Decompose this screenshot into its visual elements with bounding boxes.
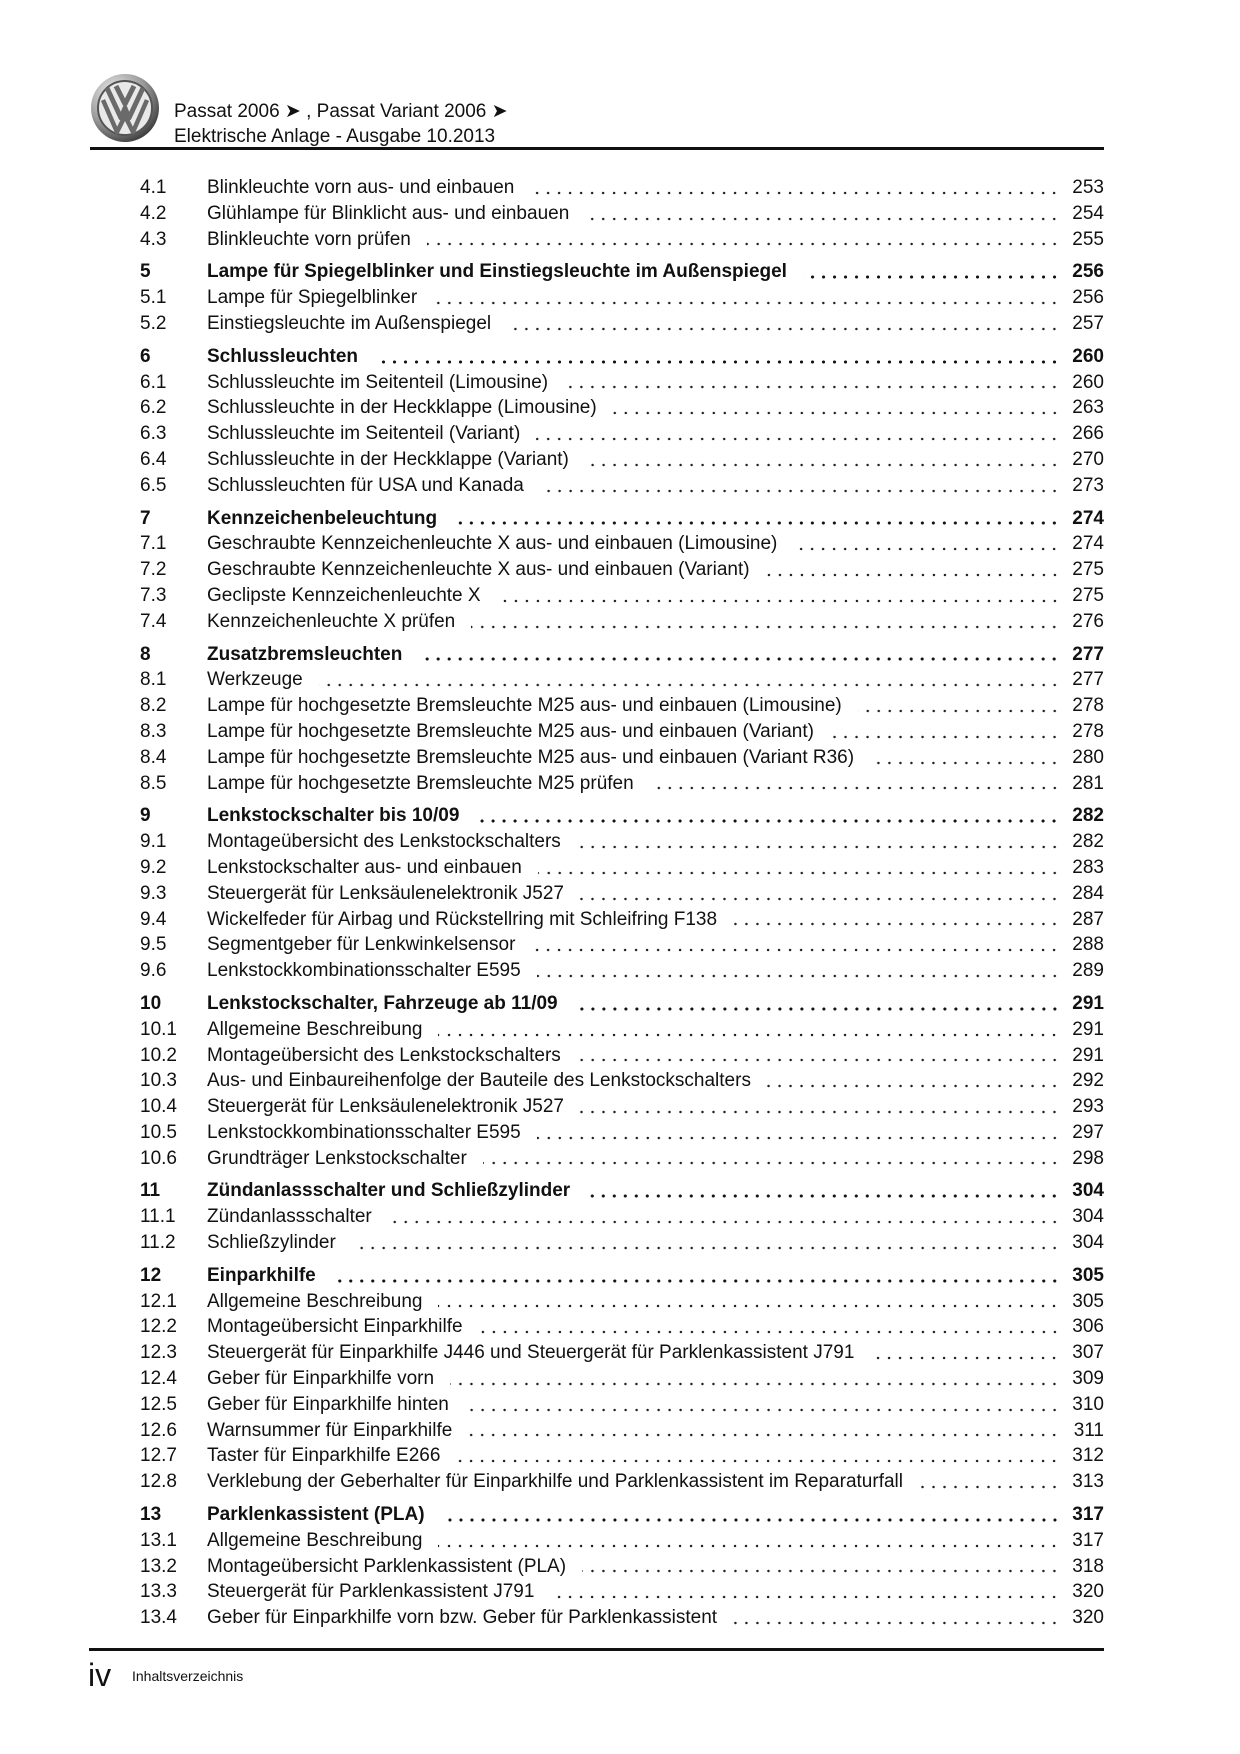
entry-title: Lenkstockschalter aus- und einbauen	[207, 856, 522, 878]
entry-title: Grundträger Lenkstockschalter	[207, 1147, 467, 1169]
dot-leader	[870, 745, 1060, 771]
entry-title: Geschraubte Kennzeichenleuchte X aus- und einbauen (Variant)	[207, 559, 750, 581]
entry-number: 12.2	[140, 1316, 177, 1338]
toc-entry[interactable]	[140, 1579, 1104, 1605]
dot-leader	[450, 1366, 1060, 1392]
entry-number: 6.5	[140, 474, 167, 496]
entry-number: 5.1	[140, 287, 167, 309]
entry-title: Steuergerät für Lenksäulenelektronik J527	[207, 882, 565, 904]
entry-number: 5	[140, 261, 151, 283]
entry-page: 312	[1072, 1445, 1104, 1467]
toc-entry[interactable]	[140, 1314, 1104, 1340]
entry-number: 12.7	[140, 1445, 177, 1467]
entry-number: 9	[140, 805, 151, 827]
toc-section-entry[interactable]	[140, 1263, 1104, 1289]
entry-title: Schlussleuchten	[207, 345, 358, 367]
entry-page: 275	[1072, 559, 1104, 581]
toc-entry[interactable]	[140, 473, 1104, 499]
entry-title: Werkzeuge	[207, 669, 303, 691]
entry-page: 280	[1072, 746, 1104, 768]
entry-title: Steuergerät für Einparkhilfe J446 und Steuergerät für Parklenkassistent J791	[207, 1342, 855, 1364]
entry-page: 320	[1072, 1607, 1104, 1629]
dot-leader	[388, 1204, 1060, 1230]
toc-entry[interactable]	[140, 719, 1104, 745]
toc-entry[interactable]	[140, 693, 1104, 719]
entry-page: 291	[1072, 1044, 1104, 1066]
dot-leader	[733, 907, 1060, 933]
entry-title: Allgemeine Beschreibung	[207, 1529, 423, 1551]
footer-section-title: Inhaltsverzeichnis	[132, 1668, 244, 1684]
entry-page: 274	[1072, 507, 1104, 529]
dot-leader	[577, 829, 1060, 855]
entry-title: Lampe für Spiegelblinker	[207, 287, 418, 309]
entry-number: 13.3	[140, 1581, 177, 1603]
entry-title: Glühlampe für Blinklicht aus- und einbauen	[207, 202, 570, 224]
entry-page: 283	[1072, 856, 1104, 878]
dot-leader	[536, 421, 1060, 447]
dot-leader	[830, 719, 1060, 745]
entry-number: 10.4	[140, 1096, 177, 1118]
entry-title: Lampe für hochgesetzte Bremsleuchte M25 aus- und einbauen (Limousine)	[207, 695, 842, 717]
entry-page: 307	[1072, 1342, 1104, 1364]
document-subtitle: Elektrische Anlage - Ausgabe 10.2013	[174, 126, 496, 147]
entry-page: 292	[1072, 1070, 1104, 1092]
entry-title: Lampe für hochgesetzte Bremsleuchte M25 prüfen	[207, 772, 634, 794]
vw-logo-icon	[89, 72, 161, 144]
dot-leader	[574, 991, 1060, 1017]
entry-number: 7.1	[140, 533, 167, 555]
entry-title: Geber für Einparkhilfe hinten	[207, 1393, 449, 1415]
dot-leader	[332, 1263, 1060, 1289]
entry-page: 277	[1072, 669, 1104, 691]
entry-title: Zündanlassschalter und Schließzylinder	[207, 1180, 571, 1202]
dot-leader	[537, 1120, 1060, 1146]
entry-title: Steuergerät für Lenksäulenelektronik J527	[207, 1096, 565, 1118]
dot-leader	[577, 1043, 1060, 1069]
entry-title: Montageübersicht des Lenkstockschalters	[207, 1044, 561, 1066]
dot-leader	[585, 447, 1060, 473]
toc-entry[interactable]	[140, 447, 1104, 473]
dot-leader	[580, 881, 1060, 907]
header-divider	[90, 147, 1104, 150]
entry-number: 8.5	[140, 772, 167, 794]
dot-leader	[427, 227, 1060, 253]
toc-entry[interactable]	[140, 881, 1104, 907]
toc-entry[interactable]	[140, 311, 1104, 337]
toc-entry[interactable]	[140, 771, 1104, 797]
dot-leader	[870, 1340, 1060, 1366]
entry-page: 263	[1072, 397, 1104, 419]
entry-page: 304	[1072, 1232, 1104, 1254]
entry-number: 5.2	[140, 312, 167, 334]
entry-page: 287	[1072, 908, 1104, 930]
toc-section-entry[interactable]	[140, 1178, 1104, 1204]
entry-page: 318	[1072, 1555, 1104, 1577]
entry-page: 304	[1072, 1180, 1104, 1202]
toc-entry[interactable]	[140, 829, 1104, 855]
entry-number: 7.2	[140, 559, 167, 581]
entry-page: 284	[1072, 882, 1104, 904]
toc-entry[interactable]	[140, 1554, 1104, 1580]
dot-leader	[475, 803, 1060, 829]
dot-leader	[803, 259, 1060, 285]
entry-page: 288	[1072, 934, 1104, 956]
entry-number: 10.5	[140, 1121, 177, 1143]
dot-leader	[550, 1579, 1060, 1605]
entry-page: 289	[1072, 960, 1104, 982]
dot-leader	[530, 175, 1060, 201]
entry-page: 291	[1072, 992, 1104, 1014]
toc-entry[interactable]	[140, 1120, 1104, 1146]
entry-number: 9.6	[140, 960, 167, 982]
dot-leader	[580, 1094, 1060, 1120]
entry-title: Montageübersicht Einparkhilfe	[207, 1316, 463, 1338]
toc-section-entry[interactable]	[140, 991, 1104, 1017]
dot-leader	[319, 667, 1060, 693]
entry-number: 13.4	[140, 1607, 177, 1629]
entry-title: Lampe für hochgesetzte Bremsleuchte M25 aus- und einbauen (Variant R36)	[207, 746, 855, 768]
entry-page: 297	[1072, 1121, 1104, 1143]
entry-page: 298	[1072, 1147, 1104, 1169]
entry-title: Parklenkassistent (PLA)	[207, 1504, 425, 1526]
toc-entry[interactable]	[140, 531, 1104, 557]
entry-number: 6.1	[140, 371, 167, 393]
dot-leader	[453, 506, 1060, 532]
entry-page: 309	[1072, 1368, 1104, 1390]
entry-title: Kennzeichenbeleuchtung	[207, 507, 438, 529]
entry-page: 282	[1072, 805, 1104, 827]
toc-entry[interactable]	[140, 421, 1104, 447]
document-title: Passat 2006 ➤ , Passat Variant 2006 ➤	[174, 101, 508, 122]
entry-number: 12.5	[140, 1393, 177, 1415]
entry-number: 9.4	[140, 908, 167, 930]
entry-title: Taster für Einparkhilfe E266	[207, 1445, 441, 1467]
entry-title: Geber für Einparkhilfe vorn bzw. Geber für Parklenkassistent	[207, 1607, 718, 1629]
entry-page: 274	[1072, 533, 1104, 555]
entry-number: 6	[140, 345, 151, 367]
toc-entry[interactable]	[140, 1017, 1104, 1043]
entry-title: Steuergerät für Parklenkassistent J791	[207, 1581, 535, 1603]
entry-title: Schlussleuchten für USA und Kanada	[207, 474, 524, 496]
dot-leader	[650, 771, 1060, 797]
dot-leader	[468, 1418, 1060, 1444]
toc-entry[interactable]	[140, 1230, 1104, 1256]
toc-entry[interactable]	[140, 1366, 1104, 1392]
toc-section-entry[interactable]	[140, 803, 1104, 829]
entry-page: 266	[1072, 423, 1104, 445]
entry-page: 282	[1072, 831, 1104, 853]
dot-leader	[585, 201, 1060, 227]
entry-page: 275	[1072, 584, 1104, 606]
entry-title: Schlussleuchte im Seitenteil (Variant)	[207, 423, 521, 445]
entry-title: Lenkstockkombinationsschalter E595	[207, 960, 521, 982]
toc-entry[interactable]	[140, 227, 1104, 253]
toc-entry[interactable]	[140, 609, 1104, 635]
entry-title: Zusatzbremsleuchten	[207, 643, 403, 665]
entry-number: 12.8	[140, 1471, 177, 1493]
toc-entry[interactable]	[140, 907, 1104, 933]
entry-page: 260	[1072, 345, 1104, 367]
entry-number: 11.2	[140, 1232, 176, 1254]
toc-entry[interactable]	[140, 1094, 1104, 1120]
entry-title: Kennzeichenleuchte X prüfen	[207, 610, 456, 632]
toc-entry[interactable]	[140, 395, 1104, 421]
entry-number: 10.1	[140, 1018, 177, 1040]
entry-number: 12.3	[140, 1342, 177, 1364]
footer-divider	[89, 1648, 1104, 1651]
entry-title: Zündanlassschalter	[207, 1206, 372, 1228]
entry-page: 276	[1072, 610, 1104, 632]
toc-entry[interactable]	[140, 1443, 1104, 1469]
entry-number: 9.5	[140, 934, 167, 956]
entry-page: 277	[1072, 643, 1104, 665]
entry-title: Einstiegsleuchte im Außenspiegel	[207, 312, 492, 334]
dot-leader	[438, 1528, 1060, 1554]
dot-leader	[858, 693, 1060, 719]
entry-title: Warnsummer für Einparkhilfe	[207, 1419, 453, 1441]
entry-number: 10.6	[140, 1147, 177, 1169]
toc-entry[interactable]	[140, 1528, 1104, 1554]
entry-number: 13.1	[140, 1529, 177, 1551]
dot-leader	[586, 1178, 1060, 1204]
dot-leader	[564, 370, 1060, 396]
entry-title: Montageübersicht Parklenkassistent (PLA)	[207, 1555, 567, 1577]
toc-entry[interactable]	[140, 1068, 1104, 1094]
entry-title: Schlussleuchte in der Heckklappe (Variant)	[207, 448, 569, 470]
entry-number: 8.2	[140, 695, 167, 717]
entry-title: Geschraubte Kennzeichenleuchte X aus- und einbauen (Limousine)	[207, 533, 778, 555]
entry-title: Segmentgeber für Lenkwinkelsensor	[207, 934, 516, 956]
entry-page: 281	[1072, 772, 1104, 794]
toc-entry[interactable]	[140, 932, 1104, 958]
toc-entry[interactable]	[140, 1289, 1104, 1315]
dot-leader	[733, 1605, 1060, 1631]
toc-entry[interactable]	[140, 958, 1104, 984]
entry-number: 10.3	[140, 1070, 177, 1092]
entry-page: 305	[1072, 1290, 1104, 1312]
entry-title: Schlussleuchte in der Heckklappe (Limousine)	[207, 397, 597, 419]
entry-number: 8.3	[140, 720, 167, 742]
entry-number: 8.1	[140, 669, 167, 691]
entry-page: 317	[1072, 1504, 1104, 1526]
dot-leader	[465, 1392, 1060, 1418]
table-of-contents	[140, 175, 1104, 1631]
toc-entry[interactable]	[140, 1043, 1104, 1069]
entry-number: 6.2	[140, 397, 167, 419]
toc-section-entry[interactable]	[140, 506, 1104, 532]
entry-page: 260	[1072, 371, 1104, 393]
entry-page: 311	[1073, 1419, 1104, 1441]
entry-number: 4.2	[140, 202, 167, 224]
toc-entry[interactable]	[140, 1469, 1104, 1495]
entry-title: Verklebung der Geberhalter für Einparkhilfe und Parklenkassistent im Reparaturfall	[207, 1471, 903, 1493]
toc-section-entry[interactable]	[140, 642, 1104, 668]
entry-title: Lenkstockschalter, Fahrzeuge ab 11/09	[207, 992, 558, 1014]
entry-title: Einparkhilfe	[207, 1264, 316, 1286]
entry-title: Wickelfeder für Airbag und Rückstellring mit Schleifring F138	[207, 908, 718, 930]
entry-number: 9.2	[140, 856, 167, 878]
toc-entry[interactable]	[140, 1392, 1104, 1418]
dot-leader	[537, 958, 1060, 984]
entry-number: 6.3	[140, 423, 167, 445]
dot-leader	[441, 1502, 1060, 1528]
dot-leader	[766, 557, 1060, 583]
entry-number: 7.3	[140, 584, 167, 606]
toc-entry[interactable]	[140, 201, 1104, 227]
dot-leader	[767, 1068, 1060, 1094]
entry-number: 11.1	[140, 1206, 176, 1228]
entry-title: Lampe für Spiegelblinker und Einstiegsleuchte im Außenspiegel	[207, 261, 787, 283]
dot-leader	[471, 609, 1060, 635]
toc-entry[interactable]	[140, 370, 1104, 396]
entry-title: Schlussleuchte im Seitenteil (Limousine)	[207, 371, 549, 393]
entry-number: 13.2	[140, 1555, 177, 1577]
entry-number: 6.4	[140, 448, 167, 470]
entry-number: 4.3	[140, 228, 167, 250]
page-number: iv	[88, 1657, 112, 1693]
entry-number: 11	[140, 1180, 161, 1202]
entry-number: 7	[140, 507, 151, 529]
dot-leader	[374, 344, 1060, 370]
entry-page: 256	[1072, 287, 1104, 309]
entry-page: 305	[1072, 1264, 1104, 1286]
toc-section-entry[interactable]	[140, 1502, 1104, 1528]
entry-title: Montageübersicht des Lenkstockschalters	[207, 831, 561, 853]
toc-entry[interactable]	[140, 1605, 1104, 1631]
toc-entry[interactable]	[140, 1146, 1104, 1172]
entry-number: 12	[140, 1264, 162, 1286]
entry-page: 320	[1072, 1581, 1104, 1603]
toc-entry[interactable]	[140, 557, 1104, 583]
entry-title: Allgemeine Beschreibung	[207, 1290, 423, 1312]
toc-entry[interactable]	[140, 175, 1104, 201]
entry-number: 4.1	[140, 177, 167, 198]
entry-page: 291	[1072, 1018, 1104, 1040]
dot-leader	[507, 311, 1060, 337]
dot-leader	[456, 1443, 1060, 1469]
entry-title: Lampe für hochgesetzte Bremsleuchte M25 aus- und einbauen (Variant)	[207, 720, 814, 742]
dot-leader	[540, 473, 1060, 499]
dot-leader	[531, 932, 1060, 958]
toc-entry[interactable]	[140, 745, 1104, 771]
dot-leader	[538, 855, 1060, 881]
toc-section-entry[interactable]	[140, 344, 1104, 370]
entry-number: 12.4	[140, 1368, 177, 1390]
dot-leader	[582, 1554, 1060, 1580]
dot-leader	[497, 583, 1060, 609]
toc-entry[interactable]	[140, 1418, 1104, 1444]
toc-entry[interactable]	[140, 583, 1104, 609]
entry-number: 10.2	[140, 1044, 177, 1066]
entry-number: 8	[140, 643, 151, 665]
entry-title: Lenkstockschalter bis 10/09	[207, 805, 460, 827]
toc-entry[interactable]	[140, 855, 1104, 881]
entry-number: 9.3	[140, 882, 167, 904]
dot-leader	[352, 1230, 1060, 1256]
entry-number: 7.4	[140, 610, 167, 632]
entry-page: 256	[1072, 261, 1104, 283]
entry-page: 317	[1072, 1529, 1104, 1551]
toc-section-entry[interactable]	[140, 259, 1104, 285]
entry-number: 9.1	[140, 831, 167, 853]
entry-title: Lenkstockkombinationsschalter E595	[207, 1121, 521, 1143]
toc-entry[interactable]	[140, 667, 1104, 693]
toc-entry[interactable]	[140, 1340, 1104, 1366]
entry-title: Geber für Einparkhilfe vorn	[207, 1368, 435, 1390]
entry-page: 257	[1072, 312, 1104, 334]
entry-number: 8.4	[140, 746, 167, 768]
entry-page: 313	[1072, 1471, 1104, 1493]
dot-leader	[418, 642, 1060, 668]
dot-leader	[438, 1017, 1060, 1043]
entry-number: 13	[140, 1504, 162, 1526]
entry-title: Blinkleuchte vorn aus- und einbauen	[207, 177, 515, 198]
dot-leader	[919, 1469, 1060, 1495]
entry-page: 293	[1072, 1096, 1104, 1118]
dot-leader	[613, 395, 1060, 421]
dot-leader	[483, 1146, 1060, 1172]
entry-page: 306	[1072, 1316, 1104, 1338]
entry-page: 304	[1072, 1206, 1104, 1228]
entry-page: 254	[1072, 202, 1104, 224]
entry-page: 255	[1072, 228, 1104, 250]
entry-title: Blinkleuchte vorn prüfen	[207, 228, 411, 250]
entry-title: Schließzylinder	[207, 1232, 336, 1254]
entry-page: 278	[1072, 695, 1104, 717]
entry-number: 10	[140, 992, 162, 1014]
dot-leader	[438, 1289, 1060, 1315]
entry-page: 253	[1072, 177, 1104, 198]
toc-entry[interactable]	[140, 285, 1104, 311]
entry-page: 278	[1072, 720, 1104, 742]
entry-page: 273	[1072, 474, 1104, 496]
entry-number: 12.1	[140, 1290, 177, 1312]
entry-title: Allgemeine Beschreibung	[207, 1018, 423, 1040]
toc-entry[interactable]	[140, 1204, 1104, 1230]
entry-page: 310	[1072, 1393, 1104, 1415]
entry-page: 270	[1072, 448, 1104, 470]
dot-leader	[793, 531, 1060, 557]
entry-title: Aus- und Einbaureihenfolge der Bauteile des Lenkstockschalters	[207, 1070, 751, 1092]
dot-leader	[433, 285, 1060, 311]
entry-title: Geclipste Kennzeichenleuchte X	[207, 584, 481, 606]
entry-number: 12.6	[140, 1419, 177, 1441]
dot-leader	[479, 1314, 1060, 1340]
